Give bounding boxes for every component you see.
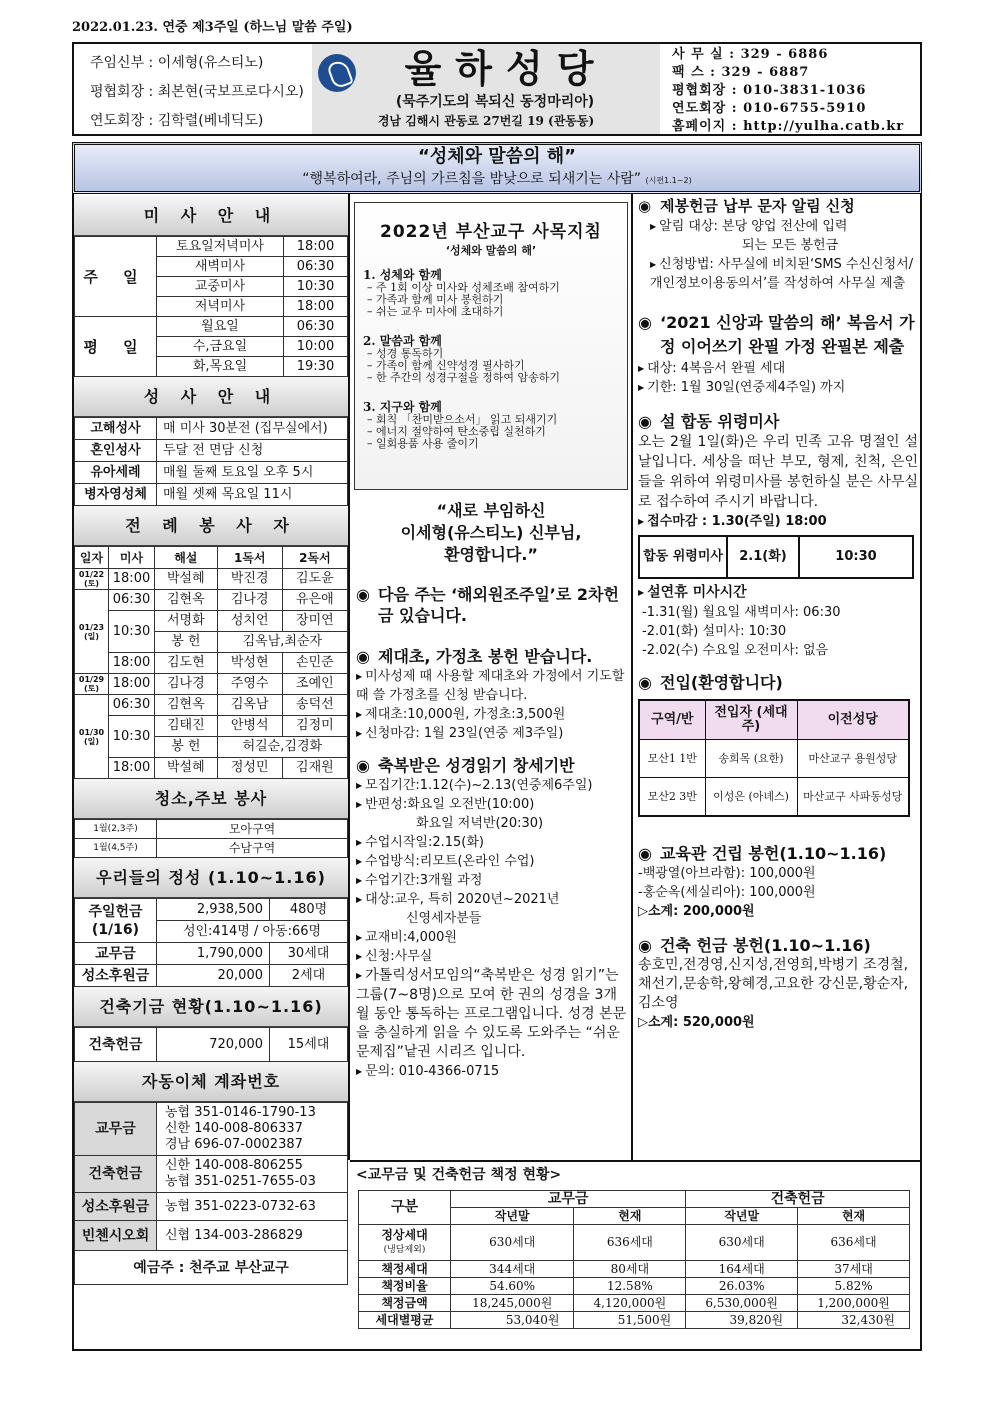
bulletin-header xyxy=(72,42,922,136)
right-notices: ◉ 제봉헌금 납부 문자 알림 신청 ▶ 알림 대상: 본당 양업 전산에 입력 되는 모든 봉헌금 ▶ 신청방법: 사무실에 비치된‘SMS 수신신청서/개인정보이용동의서’를 작성하여 사무실 제출 ◉ ‘2021 신앙과 말씀의 해’ 복음서 가정 이어쓰기 완필 가정 완필본 제출 ▶ 대상: 4복음서 완필 세대 ▶ 기한: 1월 30일(연중제4주일) 까지 ◉ 설 합동 위령미사 오는 2월 1일(화)은 우리 민족 고유 명절인 설날입니다. 세상을 떠난 부모, 형제, 친척, 은인들을 위하여 위령미사를 봉헌하실 분은 사무실로 접수하여 주시기 바랍니다. ▶ 접수마감 : 1.30(주일) 18:00 합동 위령미사 2.1(화) 10:30 ▶ 설연휴 미사시간 -1.31(월) 월요일 새벽미사: 06:30 -2.01(화) 설미사: 10:30 -2.02(수) 수요일 오전미사: 없음 ◉ 전입(환영합니다) 구역/반 전입자 (세대주) 이전성당 모산1 1반 송희목 (요한) 마산교구 용원성당 모산2 3반 이성은 (아녜스) 마산교구 사파동성당 ◉ 교육관 건립 봉헌(1.10~1.16) -백광열(아브라함): 100,000원 -홍순옥(세실리아): 100,000원 ▷소계: 200,000원 ◉ 건축 헌금 봉헌(1.10~1.16) 송호민,전경영,신지성,전영희,박병기 조경철,채선기,문송학,왕혜경,고요한 강신문,황순자,김소영 ▷소계: 520,000원 xyxy=(638,197,918,1030)
banner-quote: “행복하여라, 주님의 가르침을 밤낮으로 되새기는 사람” (시편1.1~2) xyxy=(302,171,692,187)
building-fund-heading: 건축기금 현황(1.10~1.16) xyxy=(74,987,348,1027)
offering-heading: 우리들의 정성 (1.10~1.16) xyxy=(74,858,348,898)
radio-bullet-icon: ◉ xyxy=(356,647,370,666)
column-divider xyxy=(348,194,350,1160)
radio-bullet-icon: ◉ xyxy=(356,756,370,775)
offering-table: 주일헌금 (1/16) 2,938,500 480명 성인:414명 / 아동:66명 교무금 1,790,000 30세대 성소후원금 20,000 2세대 xyxy=(74,898,348,987)
mass-guide-heading: 미 사 안 내 xyxy=(74,196,348,236)
notice-transfer-in: ◉ 전입(환영합니다) xyxy=(638,672,783,692)
liturgy-server-table: 일자 미사 해설 1독서 2독서 01/22 (토) 18:00 박설혜 박진경 김도윤 01/23 (일) 06:30 김현옥 김나경 유은애 10:30 서명화 성치언 장미연 봉 헌 김옥남,최순자 18:00 김도현 박성현 손민준 01/29 (토) 18:00 김나경 주영수 조예인 01/30 (일) 06:30 김현옥 김옥남 송덕선 10:30 김태진 안병석 김정미 봉 헌 허길순,김경화 18:00 박설혜 정성민 김재원 xyxy=(74,546,348,779)
memorial-mass-table: 합동 위령미사 2.1(화) 10:30 xyxy=(638,535,914,579)
left-column xyxy=(74,196,348,1285)
contact-office: 사 무 실 : 329 - 6886 xyxy=(672,47,829,62)
contact-homepage: 홈페이지 : http://yulha.catb.kr xyxy=(672,119,905,134)
mass-schedule-table: 주 일 토요일저녁미사 18:00 새벽미사 06:30 교중미사 10:30 저녁미사 18:00 평 일 월요일 06:30 수,금요일 10:00 화,목요일 19:30 xyxy=(74,236,348,377)
contact-yeondo: 연도회장 : 010-6755-5910 xyxy=(672,101,867,116)
middle-notices: ◉ 다음 주는 ‘해외원조주일’로 2차헌금 있습니다. ◉ 제대초, 가정초 봉헌 받습니다. ▶ 미사성제 때 사용할 제대초와 가정에서 기도할 때 쓸 가정초를 신청 받습니다. ▶ 제대초:10,000원, 가정초:3,500원 ▶ 신청마감: 1월 23일(연중 제3주일) ◉ 축복받은 성경읽기 창세기반 ▶ 모집기간:1.12(수)~2.13(연중제6주일) ▶ 반편성:화요일 오전반(10:00) 화요일 저녁반(20:30) ▶ 수업시작일:2.15(화) ▶ 수업방식:리모트(온라인 수업) ▶ 수업기간:3개월 과정 ▶ 대상:교우, 특히 2020년~2021년 신영세자분들 ▶ 교재비:4,000원 ▶ 신청:사무실 ▶ 가톨릭성서모임의“축복받은 성경 읽기”는 그룹(7~8명)으로 모여 한 권의 성경을 3개월 동안 통독하는 프로그램입니다. 성경 본문을 충실하게 읽을 수 있도록 도와주는 “쉬운 문제집”낱권 시리즈 입니다. ▶ 문의: 010-4366-0715 xyxy=(356,585,627,1079)
sacrament-guide-heading: 성 사 안 내 xyxy=(74,377,348,417)
assessment-section xyxy=(350,1160,922,1351)
staff-council-president: 평협회장 : 최본현(국보프로다시오) xyxy=(90,83,304,100)
bulletin-date: 2022.01.23. 연중 제3주일 (하느님 말씀 주일) xyxy=(72,20,353,35)
contact-council: 평협회장 : 010-3831-1036 xyxy=(672,83,867,98)
bank-accounts-table: 교무금 농협 351-0146-1790-13 신한 140-008-806337 경남 696-07-0002387 건축헌금 신한 140-008-806255 농협 351-0251-7655-03 성소후원금 농협 351-0223-0732-63 빈첸시오회 신협 134-003-286829 예금주 : 천주교 부산교구 xyxy=(74,1102,348,1285)
notice-building-offering: ◉ 건축 헌금 봉헌(1.10~1.16) xyxy=(638,935,871,955)
staff-list xyxy=(74,44,312,134)
radio-bullet-icon: ◉ xyxy=(638,313,652,332)
notice-candles: ◉ 제대초, 가정초 봉헌 받습니다. xyxy=(356,647,593,666)
contact-fax: 팩 스 : 329 - 6887 xyxy=(672,65,810,80)
building-fund-table: 건축헌금 720,000 15세대 xyxy=(74,1027,348,1062)
notice-edu-building: ◉ 교육관 건립 봉헌(1.10~1.16) xyxy=(638,843,887,863)
parish-name: 율하성당 xyxy=(404,47,608,91)
welcome-message: “새로 부임하신 이세형(유스티노) 신부님, 환영합니다.” xyxy=(400,501,582,564)
notice-gospel-copy: ◉ ‘2021 신앙과 말씀의 해’ 복음서 가정 이어쓰기 완필 가정 완필본 제출 xyxy=(638,311,918,359)
assessment-title: <교무금 및 건축헌금 책정 현황> xyxy=(356,1167,562,1183)
notice-memorial-mass: ◉ 설 합동 위령미사 xyxy=(638,412,780,431)
triangle-bullet-icon: ▶ xyxy=(356,672,363,681)
parish-address: 경남 김해시 관동로 27번길 19 (관동동) xyxy=(377,114,595,128)
staff-yeondo-president: 연도회장 : 김학렬(베네딕도) xyxy=(90,112,264,129)
transfer-table: 구역/반 전입자 (세대주) 이전성당 모산1 1반 송희목 (요한) 마산교구 용원성당 모산2 3반 이성은 (아녜스) 마산교구 사파동성당 xyxy=(638,699,910,817)
sacrament-table: 고해성사 매 미사 30분전 (집무실에서) 혼인성사 두달 전 면담 신청 유아세례 매월 둘째 토요일 오후 5시 병자영성체 매월 셋째 목요일 11시 xyxy=(74,417,348,506)
notice-sms: ◉ 제봉헌금 납부 문자 알림 신청 xyxy=(638,197,855,215)
radio-bullet-icon: ◉ xyxy=(356,585,370,604)
radio-bullet-icon: ◉ xyxy=(638,843,652,863)
banner-title: “성체와 말씀의 해” xyxy=(418,146,576,167)
accounts-heading: 자동이체 계좌번호 xyxy=(74,1062,348,1102)
parish-patron: (묵주기도의 복되신 동정마리아) xyxy=(395,94,595,110)
staff-pastor: 주임신부 : 이세형(유스티노) xyxy=(90,55,264,72)
radio-bullet-icon: ◉ xyxy=(638,935,652,955)
radio-bullet-icon: ◉ xyxy=(638,672,652,692)
cleaning-heading: 청소,주보 봉사 xyxy=(74,779,348,819)
parish-title-block xyxy=(312,44,660,134)
notice-mission-sunday: ◉ 다음 주는 ‘해외원조주일’로 2차헌금 있습니다. xyxy=(356,585,619,625)
assessment-table: 구분 교무금 건축헌금 작년말 현재 작년말 현재 정상세대 (냉담제외) 630세대 636세대 630세대 636세대 책정세대 344세대 80세대 164세대 37세대 책정비율 54.60% 12.58% 26.03% 5.82% 책정금액 18,245,000원 4,120,000원 6,530,000원 1,200,000원 세대별평균 53,040원 51,500원 39,820원 32,430원 xyxy=(358,1190,910,1329)
pastoral-guidelines-box: 2022년 부산교구 사목지침 ‘성체와 말씀의 해’ 1. 성체와 함께 – 주 1회 이상 미사와 성체조배 참여하기 – 가족과 함께 미사 봉헌하기 – 쉬는 교우 미사에 초대하기 2. 말씀과 함께 – 성경 통독하기 – 가족이 함께 신약성경 필사하기 – 한 주간의 성경구절을 정하여 암송하기 3. 지구와 함께 – 회칙 「찬미받으소서」 읽고 되새기기 – 에너지 절약하여 탄소중립 실천하기 – 일회용품 사용 줄이기 xyxy=(354,202,628,490)
radio-bullet-icon: ◉ xyxy=(638,197,652,215)
notice-bible-class: ◉ 축복받은 성경읽기 창세기반 xyxy=(356,756,575,775)
liturgy-heading: 전 례 봉 사 자 xyxy=(74,506,348,546)
parish-logo-icon xyxy=(318,54,356,92)
contact-list xyxy=(660,44,920,134)
column-divider xyxy=(631,194,633,1160)
cleaning-table: 1월(2,3주) 모아구역 1월(4,5주) 수남구역 xyxy=(74,819,348,858)
homepage-link[interactable]: http://yulha.catb.kr xyxy=(743,119,905,134)
radio-bullet-icon: ◉ xyxy=(638,412,652,431)
year-theme-banner xyxy=(72,142,922,194)
account-holder: 예금주 : 천주교 부산교구 xyxy=(75,1251,348,1285)
